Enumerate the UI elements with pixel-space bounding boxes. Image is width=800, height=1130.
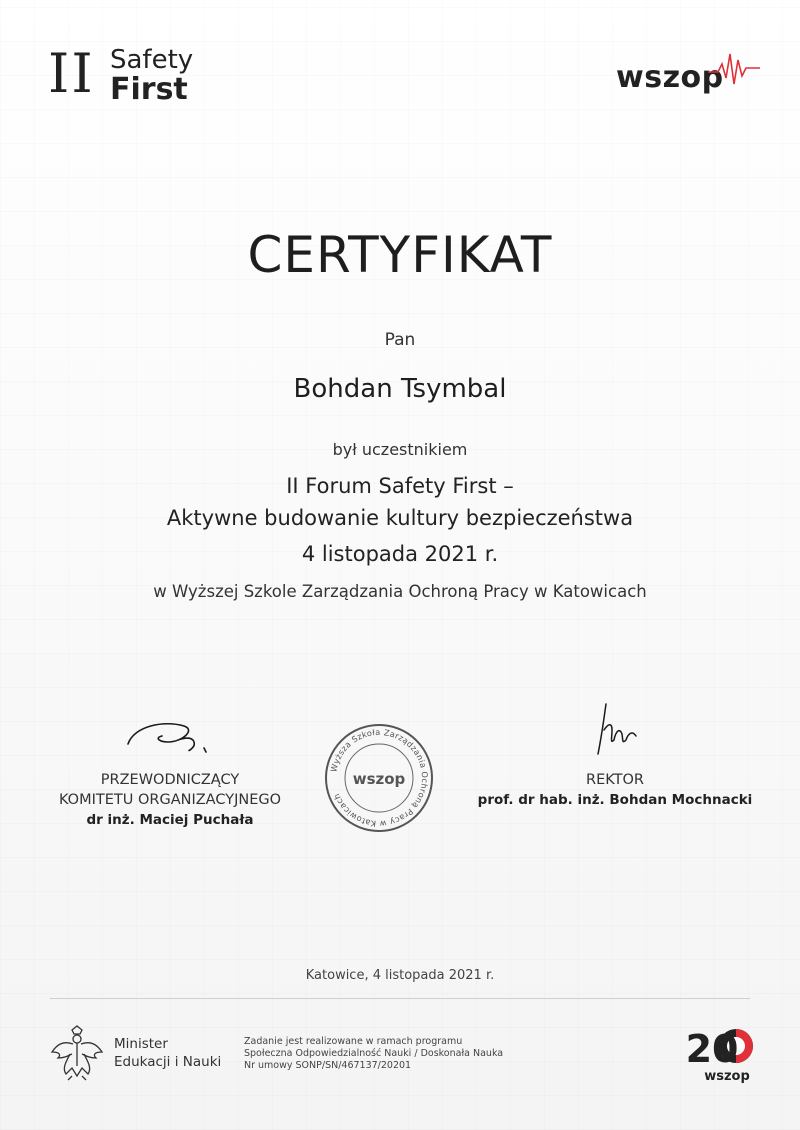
anniversary-label: wszop	[704, 1069, 750, 1084]
official-stamp	[323, 722, 435, 834]
event-date: 4 listopada 2021 r.	[301, 542, 499, 566]
signature-right-icon	[592, 700, 640, 760]
logo-word-safety: Safety	[110, 45, 194, 75]
stamp-ring-text: Wyższa Szkoła Zarządzania Ochroną Pracy w Katowicach	[328, 726, 431, 830]
signature-left-role-line1: PRZEWODNICZĄCY	[100, 772, 240, 788]
event-name-line2: Aktywne budowanie kultury bezpieczeństwa	[166, 506, 634, 530]
eagle-emblem-icon	[48, 1022, 106, 1082]
signature-left-name: dr inż. Maciej Puchała	[86, 812, 254, 828]
stamp-center-text: wszop	[352, 770, 406, 788]
salutation: Pan	[384, 330, 416, 350]
pulse-line-icon	[708, 46, 760, 90]
signature-right-name: prof. dr hab. inż. Bohdan Mochnacki	[477, 792, 753, 808]
logo-roman-numeral: II	[48, 42, 95, 105]
signature-left	[40, 770, 300, 830]
signature-left-role-line2: KOMITETU ORGANIZACYJNEGO	[58, 792, 282, 808]
wszop-logo-text: wszop	[616, 60, 724, 95]
logo-word-first: First	[110, 72, 188, 107]
anniversary-emblem-icon	[685, 1020, 760, 1084]
funding-note	[244, 1036, 544, 1072]
anniversary-number: 20	[685, 1027, 739, 1071]
footer-divider	[50, 998, 750, 999]
funding-line1: Zadanie jest realizowane w ramach programu	[244, 1036, 463, 1047]
wszop-logo	[612, 46, 762, 102]
event-name-line1: II Forum Safety First –	[286, 474, 514, 498]
ministry-label-line2: Edukacji i Nauki	[114, 1054, 222, 1070]
signature-left-icon	[124, 716, 220, 758]
place-and-date: Katowice, 4 listopada 2021 r.	[305, 968, 495, 983]
certificate-title: CERTYFIKAT	[247, 226, 553, 284]
event-venue: w Wyższej Szkole Zarządzania Ochroną Pracy w Katowicach	[153, 582, 647, 601]
anniversary-logo	[685, 1020, 760, 1084]
stamp-seal-icon	[323, 722, 435, 834]
safety-first-logo	[48, 44, 218, 108]
participation-text: był uczestnikiem	[332, 440, 468, 459]
ministry-logo	[48, 1022, 248, 1082]
signature-right-role: REKTOR	[586, 772, 644, 788]
funding-line2: Społeczna Odpowiedzialność Nauki / Doskonała Nauka	[244, 1048, 504, 1059]
signature-right	[470, 770, 760, 810]
ministry-label-line1: Minister	[114, 1036, 168, 1052]
funding-line3: Nr umowy SONP/SN/467137/20201	[244, 1060, 412, 1071]
recipient-name: Bohdan Tsymbal	[293, 374, 507, 404]
